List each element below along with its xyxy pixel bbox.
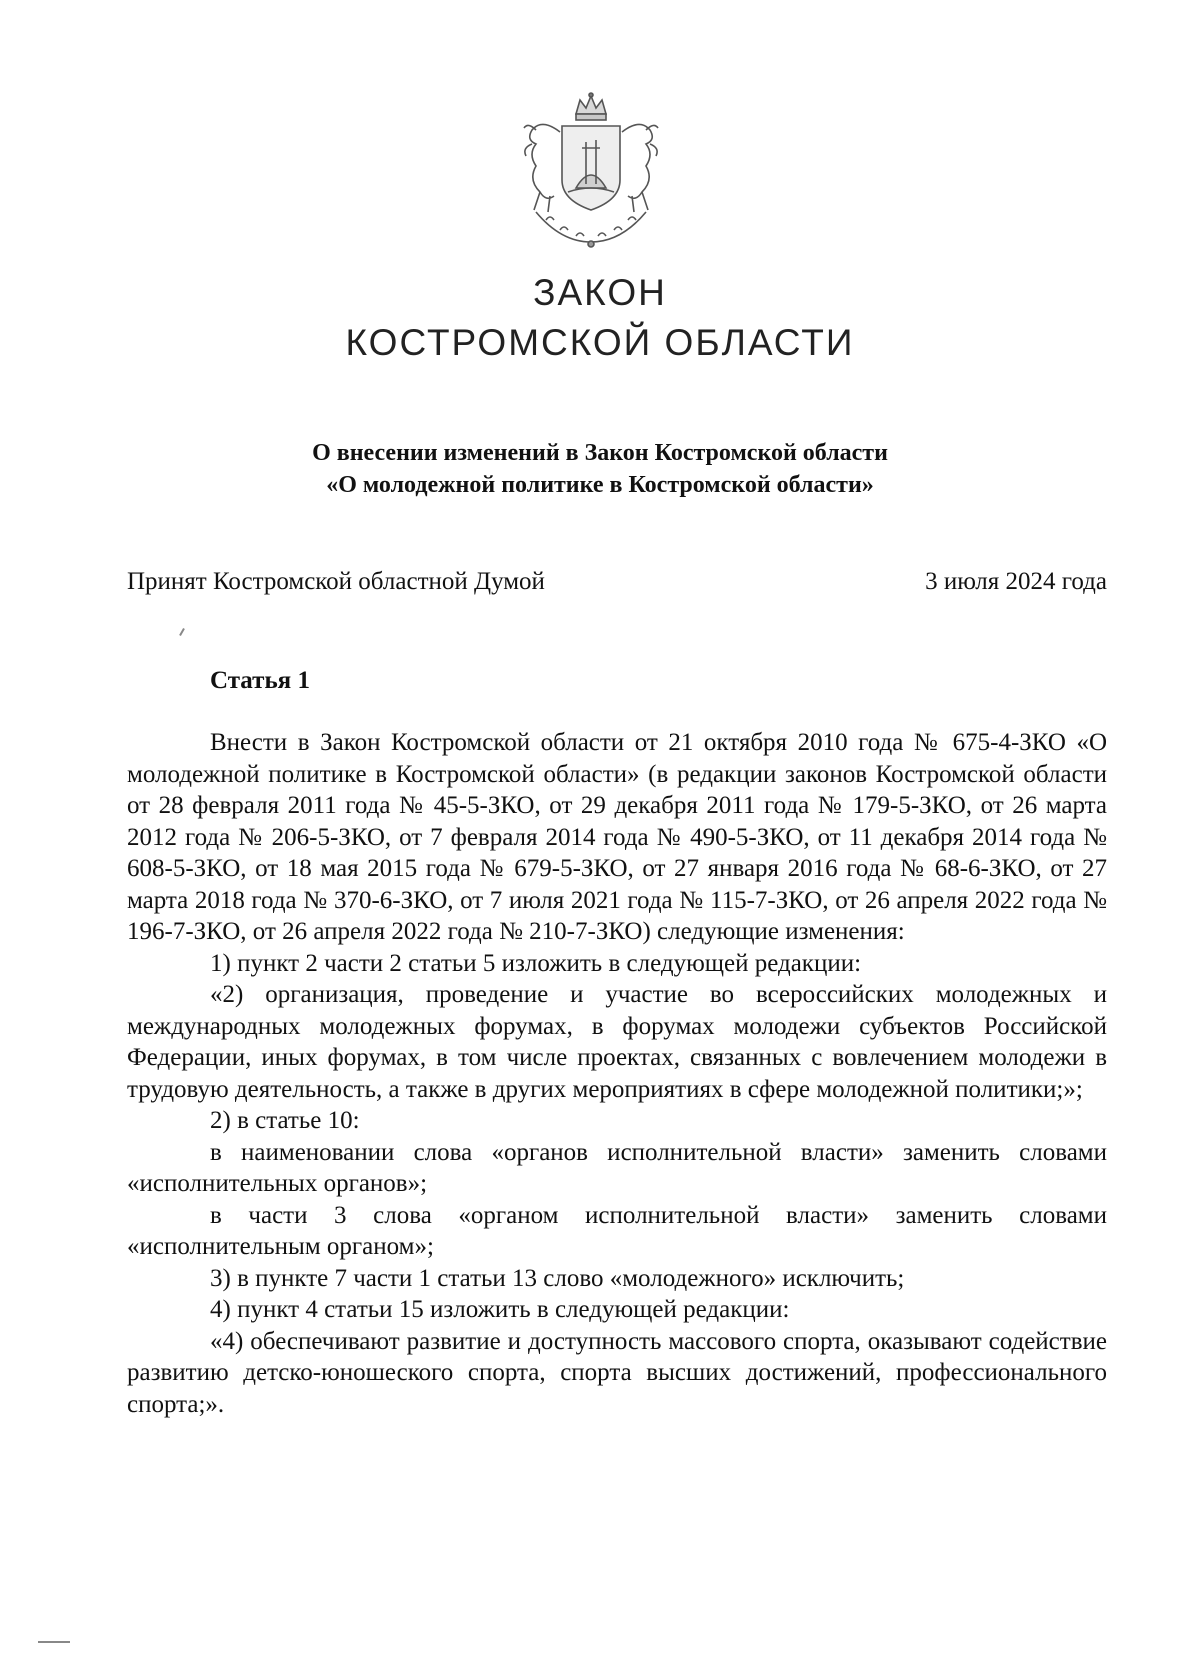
paragraph: Внести в Закон Костромской области от 21 октября 2010 года № 675-4-ЗКО «О молодежной политике в Костромской области» (в редакции законов Костромской области от 28 февраля 2011 года № 45-5-ЗКО, от 29 декабря 2011 года № 179-5-ЗКО, от 26 марта 2012 года № 206-5-ЗКО, от 7 февраля 2014 года № 490-5-ЗКО, от 11 декабря 2014 года № 608-5-ЗКО, от 18 мая 2015 года № 679-5-ЗКО, от 27 января 2016 года № 68-6-ЗКО, от 27 марта 2018 года № 370-6-ЗКО, от 7 июля 2021 года № 115-7-ЗКО, от 26 апреля 2022 года № 196-7-ЗКО, от 26 апреля 2022 года № 210-7-ЗКО) следующие изменения: (127, 729, 1107, 945)
law-title: ЗАКОН (533, 272, 667, 313)
article-body (127, 727, 1107, 1420)
paragraph: 2) в статье 10: (210, 1107, 360, 1134)
adopted-by: Принят Костромской областной Думой (127, 568, 545, 595)
coat-of-arms-icon (506, 92, 676, 250)
paragraph: в части 3 слова «органом исполнительной власти» заменить словами «исполнительным органом»; (127, 1201, 1107, 1260)
region-title: КОСТРОМСКОЙ ОБЛАСТИ (345, 322, 855, 363)
paragraph: 1) пункт 2 части 2 статьи 5 изложить в следующей редакции: (210, 949, 862, 977)
adoption-date: 3 июля 2024 года (925, 568, 1107, 595)
subject-line-2: «О молодежной политике в Костромской области» (326, 472, 874, 498)
paragraph: «4) обеспечивают развитие и доступность массового спорта, оказывают содействие развитию детско-юношеского спорта, спорта высших достижений, профессионального спорта;». (127, 1327, 1107, 1418)
paragraph: «2) организация, проведение и участие во всероссийских молодежных и международных молодежных форумах, в форумах молодежи субъектов Российской Федерации, иных форумах, в том числе проектах, связанных с вовлечением молодежи в трудовую деятельность, а также в других мероприятиях в сфере молодежной политики;»; (127, 981, 1107, 1103)
scan-mark (179, 628, 185, 636)
paragraph: 4) пункт 4 статьи 15 изложить в следующей редакции: (210, 1296, 790, 1323)
paragraph: в наименовании слова «органов исполнительной власти» заменить словами «исполнительных органов»; (127, 1138, 1107, 1197)
subject-line-1: О внесении изменений в Закон Костромской области (312, 440, 888, 466)
paragraph: 3) в пункте 7 части 1 статьи 13 слово «молодежного» исключить; (210, 1264, 905, 1292)
scan-mark (38, 1641, 70, 1643)
article-heading: Статья 1 (210, 667, 310, 694)
